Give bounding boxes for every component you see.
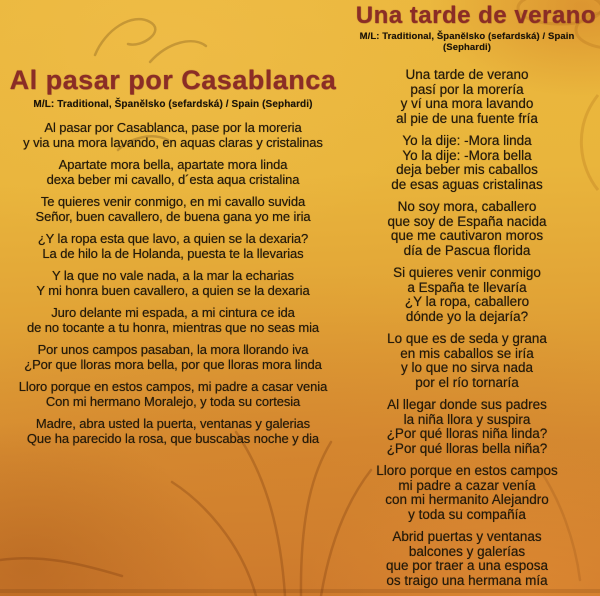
lyric-line: Señor, buen cavallero, de buena gana yo me iria bbox=[35, 209, 311, 224]
lyric-stanza bbox=[336, 68, 598, 126]
lyric-line: la niña llora y suspira bbox=[403, 411, 531, 427]
lyric-line: Y la que no vale nada, a la mar la echarias bbox=[52, 268, 294, 283]
lyric-stanza bbox=[336, 332, 598, 390]
lyric-stanza bbox=[6, 342, 340, 372]
lyric-line: Lloro porque en estos campos bbox=[376, 463, 558, 478]
lyric-line: en mis caballos se iría bbox=[400, 345, 534, 361]
lyric-stanza bbox=[336, 134, 598, 192]
lyric-line: dexa beber mi cavallo, d´esta aqua cristalina bbox=[46, 172, 300, 187]
lyric-line: Una tarde de verano bbox=[405, 67, 529, 82]
lyric-stanza bbox=[336, 200, 598, 258]
lyric-line: Lloro porque en estos campos, mi padre a casar venia bbox=[18, 379, 328, 394]
lyric-stanza bbox=[336, 398, 598, 456]
lyric-line: día de Pascua florida bbox=[403, 242, 531, 258]
lyric-line: que me cautivaron moros bbox=[390, 228, 544, 243]
lyric-line: ¿Por qué lloras bella niña? bbox=[386, 440, 548, 456]
lyric-line: dónde yo la dejaría? bbox=[405, 308, 529, 324]
lyric-line: Al llegar donde sus padres bbox=[387, 397, 547, 412]
lyric-line: con mi hermanito Alejandro bbox=[385, 492, 549, 507]
lyric-line: Madre, abra usted la puerta, ventanas y galerias bbox=[35, 416, 311, 431]
song-al-pasar-por-casablanca bbox=[6, 64, 340, 453]
lyric-line: Con mi hermano Moralejo, y toda su cortesia bbox=[45, 394, 301, 409]
lyric-line: ¿Por qué lloras niña linda? bbox=[386, 426, 548, 441]
lyric-line: a España te llevaría bbox=[407, 279, 527, 295]
song-una-tarde-de-verano bbox=[336, 2, 598, 596]
lyric-line: Yo la dije: -Mora linda bbox=[402, 133, 532, 148]
lyric-line: Juro delante mi espada, a mi cintura ce ida bbox=[51, 305, 295, 320]
song-title-una-tarde: Una tarde de verano bbox=[355, 2, 596, 29]
lyric-stanza bbox=[6, 416, 340, 446]
lyric-stanza bbox=[6, 268, 340, 298]
lyric-line: deja beber mis caballos bbox=[396, 162, 538, 177]
lyric-line: Lo que es de seda y grana bbox=[387, 331, 547, 346]
lyric-line: Abrid puertas y ventanas bbox=[392, 529, 542, 544]
lyric-line: y toda su compañía bbox=[408, 506, 526, 522]
lyric-line: que soy de España nacida bbox=[387, 213, 547, 229]
lyric-stanza bbox=[6, 157, 340, 187]
lyric-line: de no tocante a tu honra, mientras que no seas mia bbox=[26, 320, 320, 335]
lyric-line: Y mi honra buen cavallero, a quien se la dexaria bbox=[36, 283, 310, 298]
lyric-line: ¿Por que lloras mora bella, por que lloras mora linda bbox=[24, 357, 322, 372]
lyric-line: y ví una mora lavando bbox=[400, 96, 534, 111]
lyric-stanza bbox=[336, 464, 598, 522]
lyric-stanza bbox=[6, 305, 340, 335]
lyric-stanza bbox=[6, 231, 340, 261]
lyric-line: pasí por la morería bbox=[410, 81, 524, 97]
lyric-stanza bbox=[336, 266, 598, 324]
lyric-line: Te quieres venir conmigo, en mi cavallo suvida bbox=[40, 194, 306, 209]
lyric-line: mi padre a cazar venía bbox=[398, 477, 536, 493]
song-credit-al-pasar: M/L: Traditional, Španělsko (sefardská) / Spain (Sephardi) bbox=[33, 99, 313, 110]
lyric-stanza bbox=[336, 530, 598, 588]
lyric-line: No soy mora, caballero bbox=[397, 199, 537, 214]
song-title-al-pasar: Al pasar por Casablanca bbox=[9, 65, 337, 95]
lyric-line: Yo la dije: -Mora bella bbox=[402, 147, 532, 163]
lyric-line: os traigo una hermana mía bbox=[386, 572, 548, 588]
lyric-stanza bbox=[6, 194, 340, 224]
lyric-line: ¿Y la ropa esta que lavo, a quien se la dexaria? bbox=[37, 231, 309, 246]
lyric-line: y via una mora lavando, en aquas claras y cristalinas bbox=[23, 135, 323, 150]
lyric-line: Apartate mora bella, apartate mora linda bbox=[58, 157, 288, 172]
lyric-stanza bbox=[6, 120, 340, 150]
lyric-line: y lo que no sirva nada bbox=[400, 360, 534, 375]
lyric-line: al pie de una fuente fría bbox=[396, 110, 538, 126]
lyric-line: Que ha parecido la rosa, que buscabas noche y dia bbox=[26, 431, 320, 446]
lyric-stanza bbox=[6, 379, 340, 409]
lyric-line: Si quieres venir conmigo bbox=[393, 265, 541, 280]
lyric-line: balcones y galerías bbox=[408, 543, 526, 559]
lyrics-al-pasar bbox=[6, 120, 340, 446]
lyric-line: Al pasar por Casablanca, pase por la moreria bbox=[44, 120, 302, 135]
lyric-line: La de hilo la de Holanda, puesta te la llevarias bbox=[42, 246, 304, 261]
lyric-line: ¿Y la ropa, caballero bbox=[404, 294, 530, 309]
lyric-line: de esas aguas cristalinas bbox=[391, 176, 543, 192]
lyric-line: que por traer a una esposa bbox=[385, 558, 549, 573]
song-credit-una-tarde: M/L: Traditional, Španělsko (sefardská) / Spain (Sephardi) bbox=[359, 31, 575, 53]
lyric-line: por el río tornaría bbox=[415, 374, 519, 390]
lyrics-una-tarde bbox=[336, 68, 598, 588]
lyric-line: Por unos campos pasaban, la mora llorando iva bbox=[37, 342, 309, 357]
